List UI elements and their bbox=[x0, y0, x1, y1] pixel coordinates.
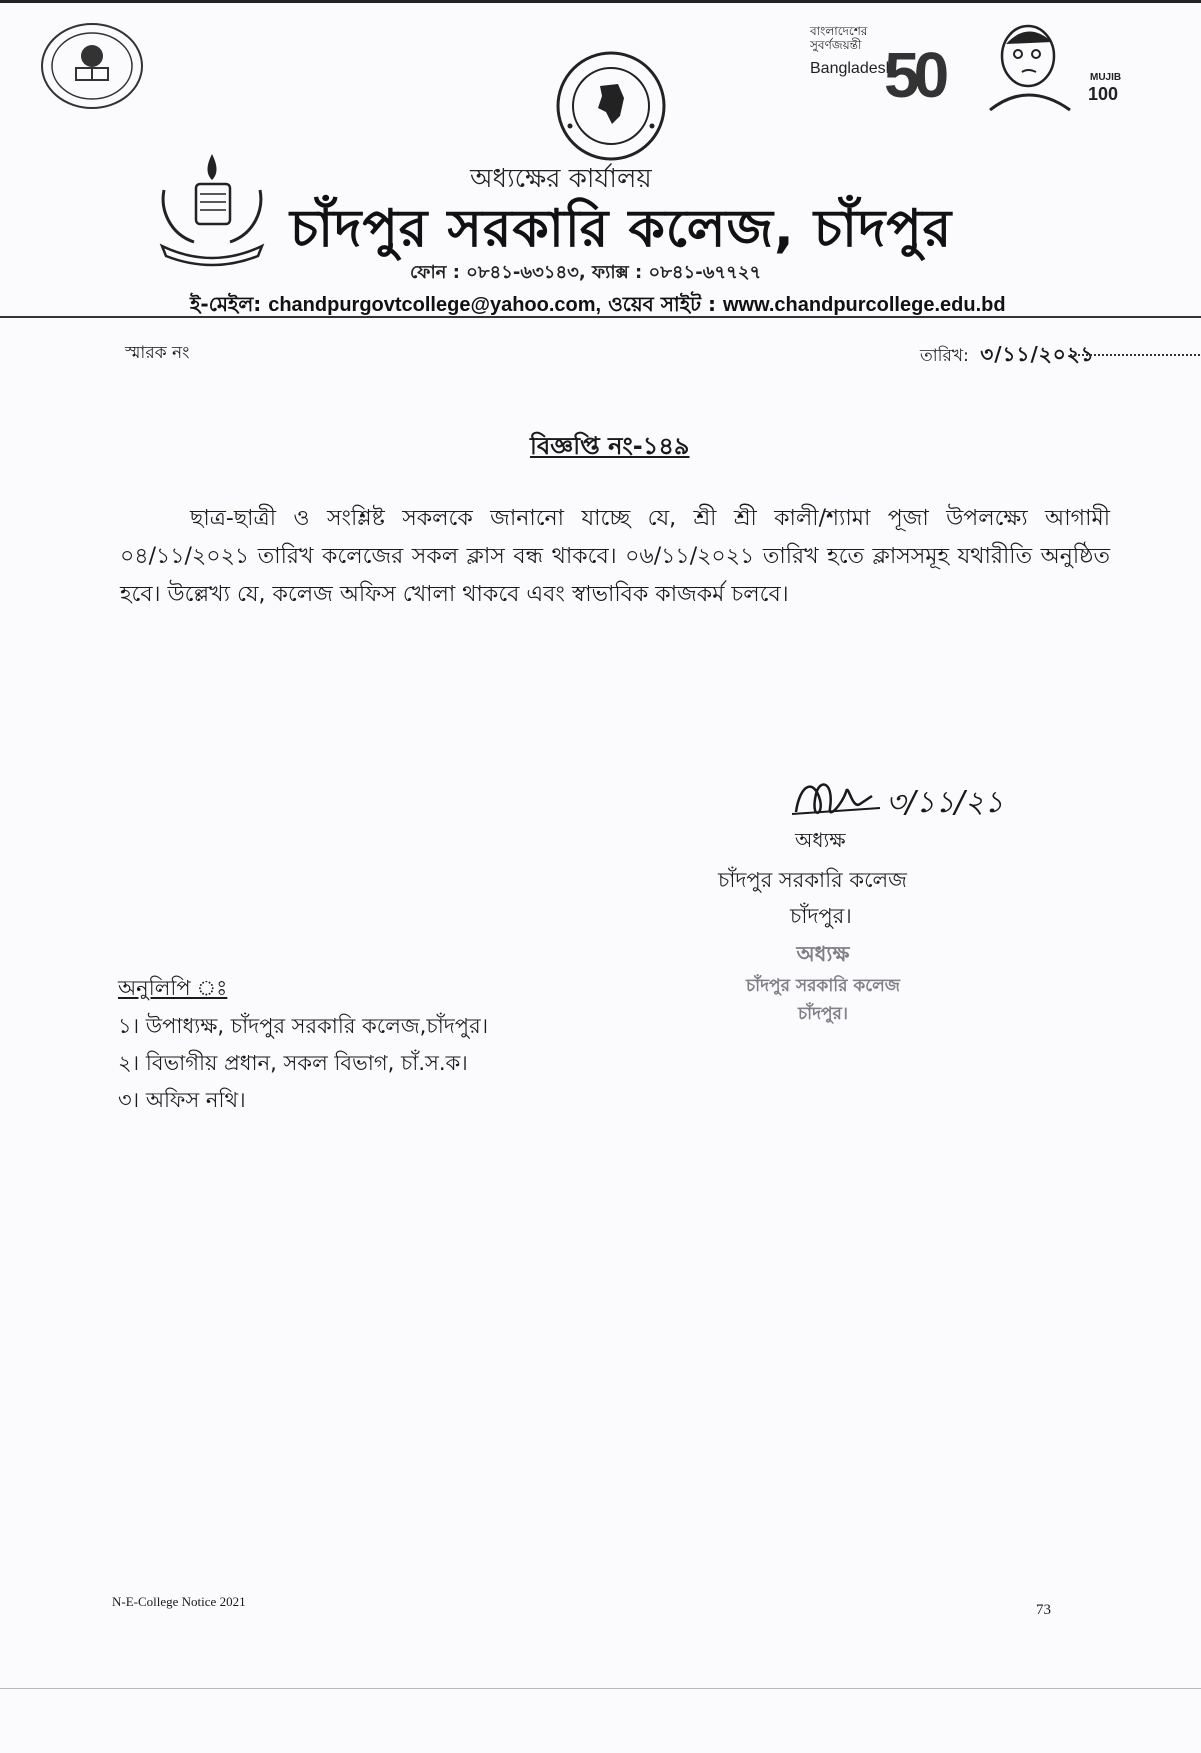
college-name: চাঁদপুর সরকারি কলেজ, চাঁদপুর bbox=[290, 199, 953, 259]
handwritten-signature bbox=[790, 764, 1010, 834]
footer-divider bbox=[0, 1688, 1201, 1689]
jubilee-text bbox=[810, 24, 867, 52]
date-dotted-line bbox=[1070, 344, 1200, 356]
stamp-line3: চাঁদপুর। bbox=[797, 1004, 848, 1024]
mujib-borsho-logo bbox=[978, 18, 1138, 114]
jubilee-line1: বাংলাদেশের bbox=[810, 24, 868, 38]
notice-title: বিজ্ঞপ্তি নং-১৪৯ bbox=[530, 432, 690, 460]
golden-jubilee-logo bbox=[808, 18, 976, 114]
signature-date: ৩/১১/২১ bbox=[886, 785, 1004, 820]
jubilee-country: Bangladesh bbox=[810, 60, 895, 77]
phone-fax-line: ফোন : ০৮৪১-৬৩১৪৩, ফ্যাক্স : ০৮৪১-৬৭৭২৭ bbox=[410, 262, 762, 283]
college-crest-icon bbox=[150, 150, 275, 270]
copy-heading: অনুলিপি ঃ bbox=[118, 976, 228, 1000]
copy-item: ৩। অফিস নথি। bbox=[118, 1088, 246, 1112]
jubilee-line2: সুবর্ণজয়ন্তী bbox=[810, 38, 862, 52]
copy-item: ২। বিভাগীয় প্রধান, সকল বিভাগ, চাঁ.স.ক। bbox=[118, 1051, 468, 1075]
email-address[interactable]: chandpurgovtcollege@yahoo.com, bbox=[268, 294, 602, 316]
office-title: অধ্যক্ষের কার্যালয় bbox=[470, 164, 652, 194]
official-stamp bbox=[708, 938, 938, 1029]
mujib-number: 100 bbox=[1088, 84, 1119, 104]
notice-body: ছাত্র-ছাত্রী ও সংশ্লিষ্ট সকলকে জানানো যাচ্ছে যে, শ্রী শ্রী কালী/শ্যামা পূজা উপলক্ষ্যে আগামী ০৪/১১/২০২১ তারিখ কলেজের সকল ক্লাস বন্ধ থাকবে। ০৬/১১/২০২১ তারিখ হতে ক্লাসসমূহ যথারীতি অনুষ্ঠিত হবে। উল্লেখ্য যে, কলেজ অফিস খোলা থাকবে এবং স্বাভাবিক কাজকর্ম চলবে। bbox=[120, 506, 1110, 607]
signatory-college: চাঁদপুর সরকারি কলেজ bbox=[718, 868, 907, 892]
education-seal-icon bbox=[38, 20, 146, 112]
memo-number-label: স্মারক নং bbox=[125, 343, 190, 363]
signatory-title: অধ্যক্ষ bbox=[795, 828, 846, 852]
copy-list bbox=[118, 1008, 488, 1119]
footer-source: N-E-College Notice 2021 bbox=[112, 1594, 246, 1609]
signatory-city: চাঁদপুর। bbox=[790, 904, 852, 928]
email-label: ই-মেইল: bbox=[190, 292, 262, 316]
contact-line bbox=[190, 290, 1006, 323]
stamp-line2: চাঁদপুর সরকারি কলেজ bbox=[746, 976, 900, 996]
mujib-label: MUJIB bbox=[1090, 72, 1122, 83]
page-number: 73 bbox=[1036, 1602, 1051, 1618]
website-link[interactable]: www.chandpurcollege.edu.bd bbox=[722, 294, 1006, 316]
government-seal-icon bbox=[552, 50, 670, 162]
stamp-line1: অধ্যক্ষ bbox=[796, 942, 850, 966]
top-border bbox=[0, 0, 1201, 3]
date-value: ৩/১১/২০২১ bbox=[980, 342, 1095, 366]
jubilee-number: 50 bbox=[884, 39, 944, 111]
date-label: তারিখ: bbox=[920, 346, 969, 366]
web-label: ওয়েব সাইট : bbox=[608, 292, 716, 316]
copy-item: ১। উপাধ্যক্ষ, চাঁদপুর সরকারি কলেজ,চাঁদপুর। bbox=[118, 1014, 489, 1038]
header-divider bbox=[0, 316, 1201, 318]
date-field bbox=[920, 340, 1095, 373]
